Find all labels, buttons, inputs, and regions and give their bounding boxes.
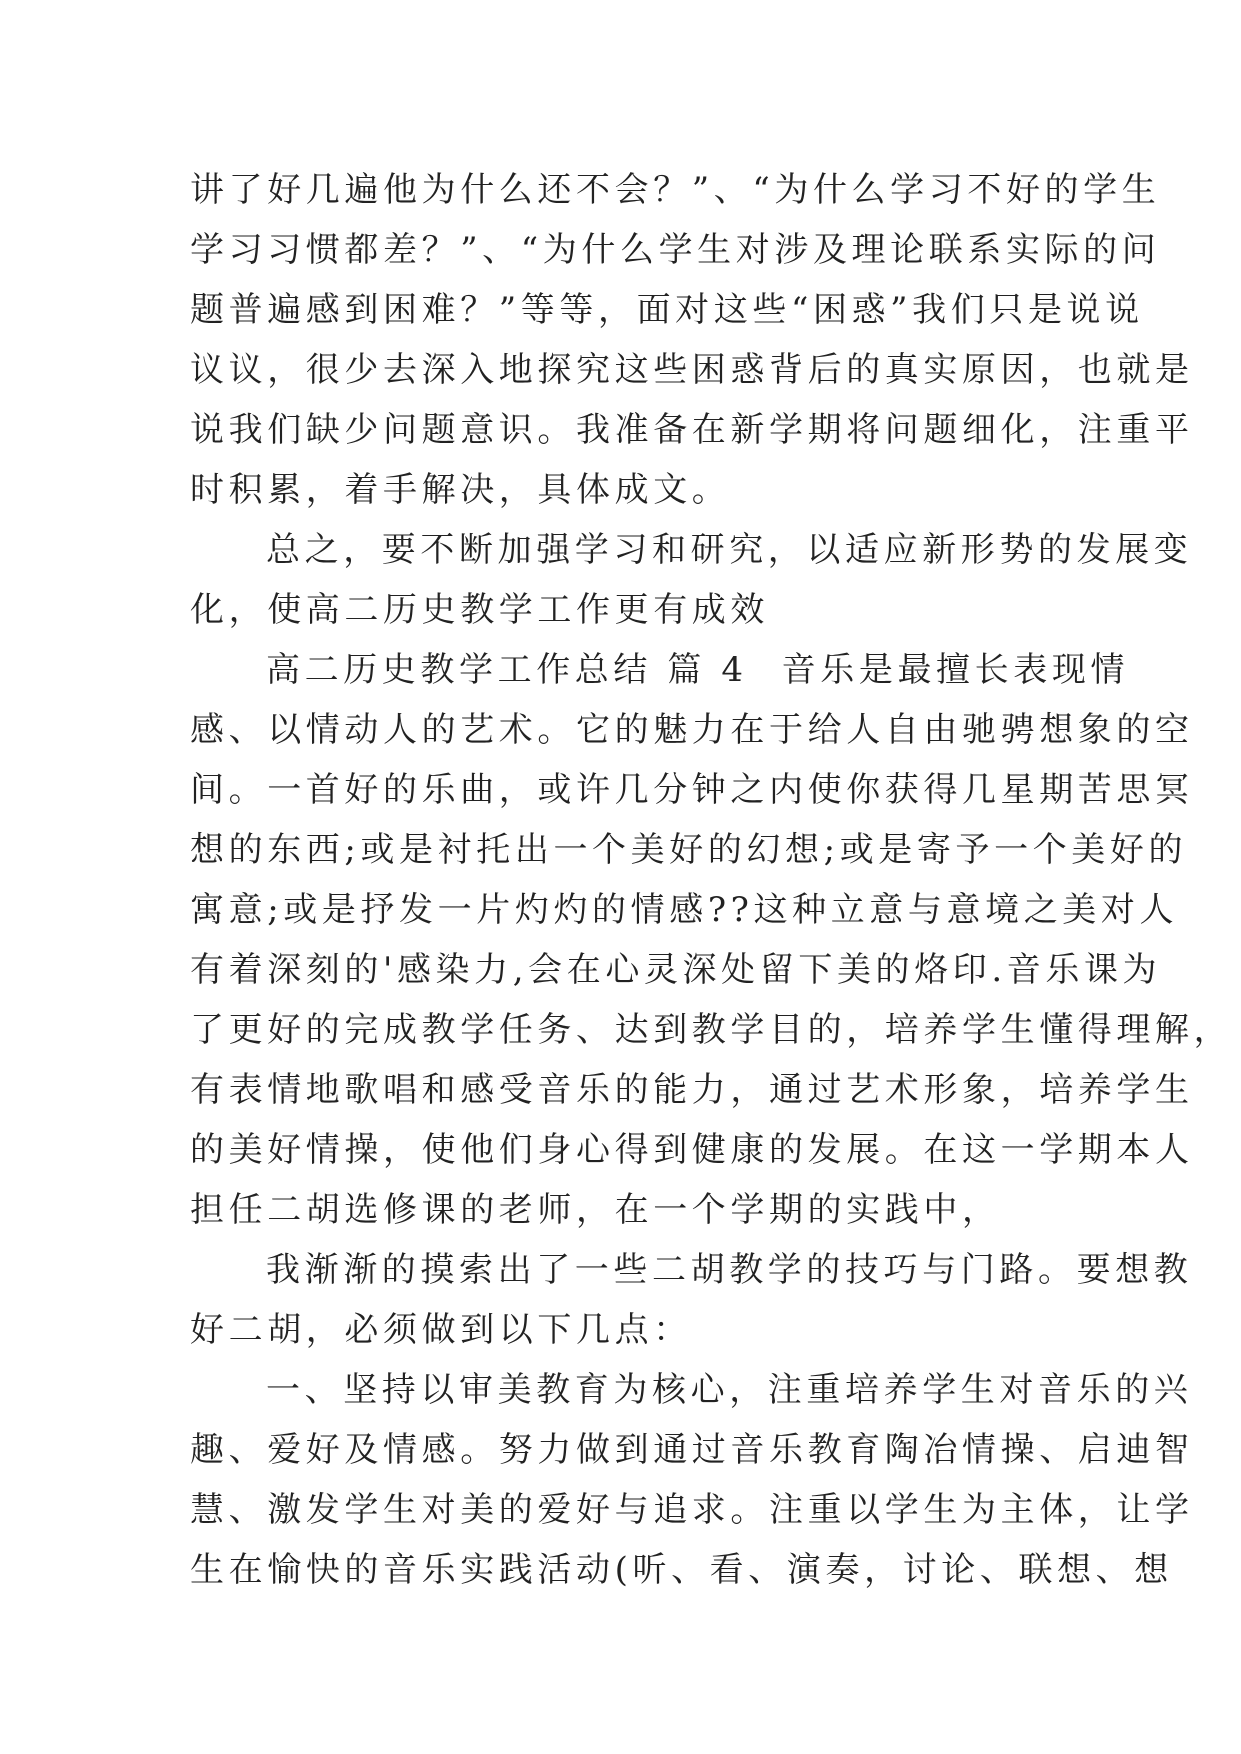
text-line: 题普遍感到困难？”等等，面对这些“困惑”我们只是说说 xyxy=(190,290,1144,330)
text-line: 一、坚持以审美教育为核心，注重培养学生对音乐的兴 xyxy=(266,1370,1193,1410)
text-line: 寓意;或是抒发一片灼灼的情感??这种立意与意境之美对人 xyxy=(190,890,1179,930)
text-line: 担任二胡选修课的老师，在一个学期的实践中， xyxy=(190,1190,1001,1230)
text-line: 我渐渐的摸索出了一些二胡教学的技巧与门路。要想教 xyxy=(266,1250,1193,1290)
text-line: 趣、爱好及情感。努力做到通过音乐教育陶冶情操、启迪智 xyxy=(190,1430,1194,1470)
text-line: 时积累，着手解决，具体成文。 xyxy=(190,470,731,510)
text-line: 了更好的完成教学任务、达到教学目的，培养学生懂得理解， xyxy=(190,1010,1233,1050)
text-line: 有表情地歌唱和感受音乐的能力，通过艺术形象，培养学生 xyxy=(190,1070,1194,1110)
text-line: 慧、激发学生对美的爱好与追求。注重以学生为主体，让学 xyxy=(190,1490,1194,1530)
text-line: 好二胡，必须做到以下几点： xyxy=(190,1310,692,1350)
text-line: 的美好情操，使他们身心得到健康的发展。在这一学期本人 xyxy=(190,1130,1194,1170)
text-line: 学习习惯都差？”、“为什么学生对涉及理论联系实际的问 xyxy=(190,230,1161,270)
text-line-start: 音乐是最擅长表现情 xyxy=(781,650,1130,690)
text-line: 讲了好几遍他为什么还不会？”、“为什么学习不好的学生 xyxy=(190,170,1161,210)
document-body xyxy=(190,160,1233,1600)
section-heading-line xyxy=(190,640,1130,700)
text-line: 议议，很少去深入地探究这些困惑背后的真实原因，也就是 xyxy=(190,350,1194,390)
text-line: 有着深刻的'感染力,会在心灵深处留下美的烙印.音乐课为 xyxy=(190,950,1162,990)
text-line: 生在愉快的音乐实践活动(听、看、演奏，讨论、联想、想 xyxy=(190,1550,1173,1590)
text-line: 说我们缺少问题意识。我准备在新学期将问题细化，注重平 xyxy=(190,410,1194,450)
text-line: 间。一首好的乐曲，或许几分钟之内使你获得几星期苦思冥 xyxy=(190,770,1194,810)
text-line: 化，使高二历史教学工作更有成效 xyxy=(190,590,769,630)
text-line: 想的东西;或是衬托出一个美好的幻想;或是寄予一个美好的 xyxy=(190,830,1188,870)
section-heading: 高二历史教学工作总结 篇 4 xyxy=(266,650,748,690)
text-line: 感、以情动人的艺术。它的魅力在于给人自由驰骋想象的空 xyxy=(190,710,1194,750)
text-line: 总之，要不断加强学习和研究，以适应新形势的发展变 xyxy=(266,530,1193,570)
